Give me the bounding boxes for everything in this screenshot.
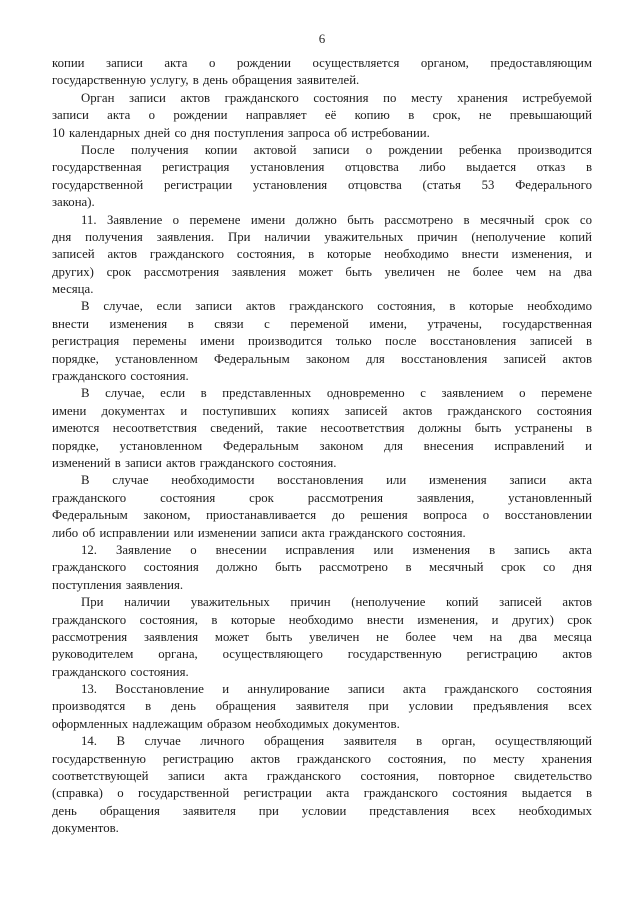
text-line: порядке, установленном Федеральным законом для восстановления записей актов [52, 351, 592, 366]
text-line: гражданского состояния, в которые необходимо внести изменения, и других) срок [52, 612, 592, 627]
text-block [52, 55, 592, 838]
text-line: После получения копии актовой записи о рождении ребенка производится [81, 142, 592, 157]
text-line: государственная регистрация установления отцовства либо выдается отказ в [52, 160, 592, 175]
text-line: имени документах и поступивших копиях записей актов гражданского состояния [52, 403, 592, 418]
text-line: закона). [52, 195, 95, 210]
text-line: либо об исправлении или изменении записи акта гражданского состояния. [52, 525, 466, 540]
text-line: оформленных надлежащим образом необходимых документов. [52, 716, 400, 731]
text-line: имеются несоответствия сведений, такие несоответствия должны быть устранены в [52, 421, 592, 436]
paragraph [52, 385, 592, 472]
text-line: регистрация перемены имени производится только после восстановления записей в [52, 334, 592, 349]
text-line: дня получения заявления. При наличии уважительных причин (неполучение копий [52, 229, 592, 244]
text-line: записей актов гражданского состояния, в которые необходимо внести изменения, и [52, 247, 592, 262]
text-line: Орган записи актов гражданского состояния по месту хранения истребуемой [81, 90, 592, 105]
page-number: 6 [318, 31, 326, 46]
text-line: рассмотрения заявления может быть увеличен не более чем на два месяца [52, 629, 592, 644]
text-line: внести изменения в связи с переменой имени, утрачены, государственная [52, 316, 592, 331]
text-line: производятся в день обращения заявителя при условии предъявления всех [52, 699, 592, 714]
text-line: 10 календарных дней со дня поступления запроса об истребовании. [52, 125, 430, 140]
paragraph [52, 542, 592, 594]
paragraph [52, 594, 592, 681]
text-line: (справка) о государственной регистрации акта гражданского состояния выдается в [52, 786, 592, 801]
text-line: руководителем органа, осуществляющего государственную регистрацию актов [52, 647, 592, 662]
text-line: В случае необходимости восстановления или изменения записи акта [81, 473, 592, 488]
paragraph [52, 142, 592, 212]
text-line: изменений в записи актов гражданского состояния. [52, 455, 337, 470]
text-line: Федеральным законом, приостанавливается до решения вопроса о восстановлении [52, 508, 592, 523]
text-line: гражданского состояния. [52, 369, 189, 384]
text-line: порядке, установленном Федеральным законом для внесения исправлений и [52, 438, 592, 453]
text-line: записи акта о рождении направляет её копию в срок, не превышающий [52, 108, 592, 123]
text-line: соответствующей записи акта гражданского состояния, повторное свидетельство [52, 769, 592, 784]
paragraph [52, 55, 592, 90]
text-line: 11. Заявление о перемене имени должно быть рассмотрено в месячный срок со [81, 212, 592, 227]
text-line: месяца. [52, 282, 94, 297]
text-line: При наличии уважительных причин (неполучение копий записей актов [81, 595, 592, 610]
text-line: 14. В случае личного обращения заявителя в орган, осуществляющий [81, 734, 592, 749]
paragraph [52, 90, 592, 142]
text-line: государственной регистрации установления отцовства (статья 53 Федерального [52, 177, 592, 192]
text-line: 12. Заявление о внесении исправления или изменения в запись акта [81, 542, 592, 557]
paragraph [52, 681, 592, 733]
text-line: поступления заявления. [52, 577, 184, 592]
text-line: документов. [52, 821, 119, 836]
text-line: гражданского состояния срок рассмотрения заявления, установленный [52, 490, 592, 505]
text-line: В случае, если в представленных одновременно с заявлением о перемене [81, 386, 592, 401]
text-line: гражданского состояния. [52, 664, 189, 679]
text-line: государственную регистрацию актов гражданского состояния, по месту хранения [52, 751, 592, 766]
paragraph [52, 472, 592, 542]
text-line: государственную услугу, в день обращения заявителей. [52, 73, 360, 88]
paragraph [52, 212, 592, 299]
text-line: 13. Восстановление и аннулирование записи акта гражданского состояния [81, 682, 592, 697]
text-line: других) срок рассмотрения заявления может быть увеличен не более чем на два [52, 264, 592, 279]
paragraph [52, 733, 592, 837]
text-line: гражданского состояния должно быть рассмотрено в месячный срок со дня [52, 560, 592, 575]
text-line: копии записи акта о рождении осуществляется органом, предоставляющим [52, 56, 592, 70]
paragraph [52, 298, 592, 385]
text-line: В случае, если записи актов гражданского состояния, в которые необходимо [81, 299, 592, 314]
text-line: день обращения заявителя при условии представления всех необходимых [52, 803, 592, 818]
